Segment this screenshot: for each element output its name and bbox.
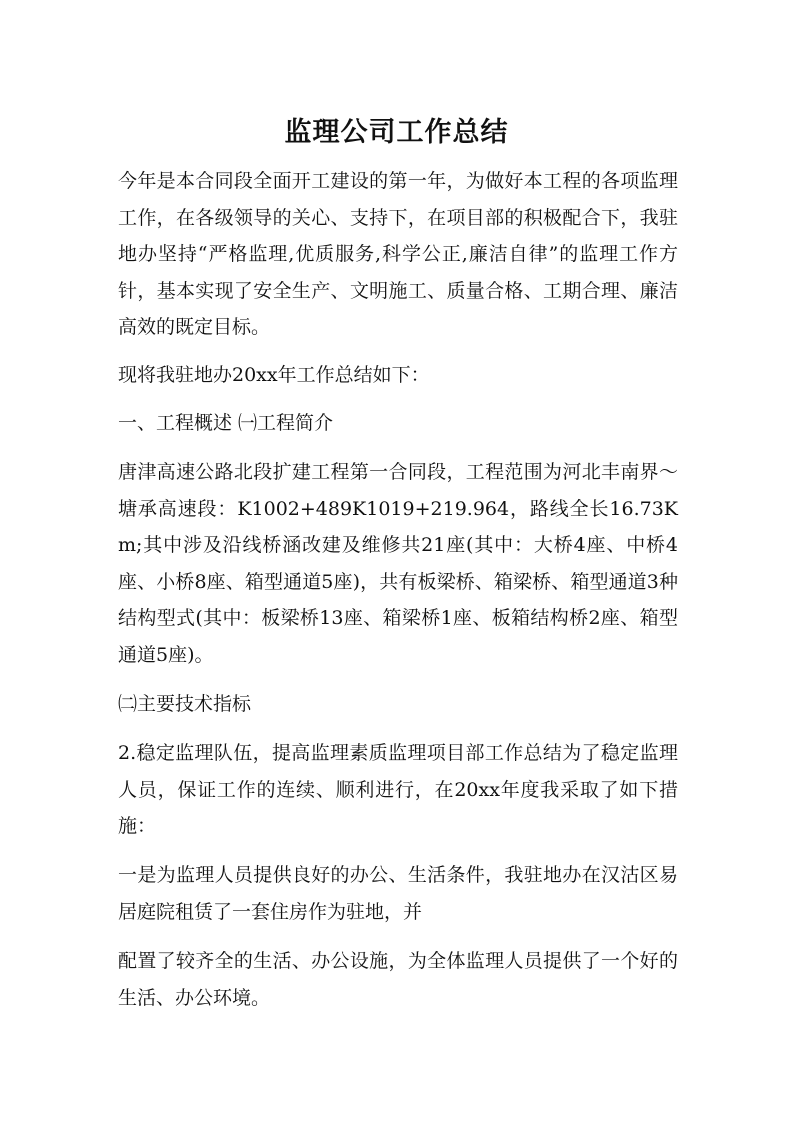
document-title: 监理公司工作总结 [284,117,509,149]
paragraph-summary-lead: 现将我驻地办20xx年工作总结如下： [118,364,430,386]
section-heading-project-overview: 一、工程概述 ㈠工程简介 [118,412,334,434]
paragraph-measure-one: 一是为监理人员提供良好的办公、生活条件，我驻地办在汉沽区易居庭院租赁了一套住房作为驻地，并 [118,864,678,923]
paragraph-intro: 今年是本合同段全面开工建设的第一年，为做好本工程的各项监理工作，在各级领导的关心、支持下，在项目部的积极配合下，我驻地办坚持“严格监理,优质服务,科学公正,廉洁自律”的监理工作方针，基本实现了安全生产、文明施工、质量合格、工期合理、廉洁高效的既定目标。 [118,170,678,338]
paragraph-project-description: 唐津高速公路北段扩建工程第一合同段，工程范围为河北丰南界～塘承高速段：K1002+489K1019+219.964，路线全长16.73Km;其中涉及沿线桥涵改建及维修共21座(其中：大桥4座、中桥4座、小桥8座、箱型通道5座)，共有板梁桥、箱梁桥、箱型通道3种结构型式(其中：板梁桥13座、箱梁桥1座、板箱结构桥2座、箱型通道5座)。 [118,461,678,666]
paragraph-measure-one-continued: 配置了较齐全的生活、办公设施，为全体监理人员提供了一个好的生活、办公环境。 [118,950,678,1009]
section-heading-technical-indicators: ㈡主要技术指标 [118,693,252,715]
paragraph-team-stability: 2.稳定监理队伍，提高监理素质监理项目部工作总结为了稳定监理人员，保证工作的连续、顺利进行，在20xx年度我采取了如下措施： [118,742,678,837]
